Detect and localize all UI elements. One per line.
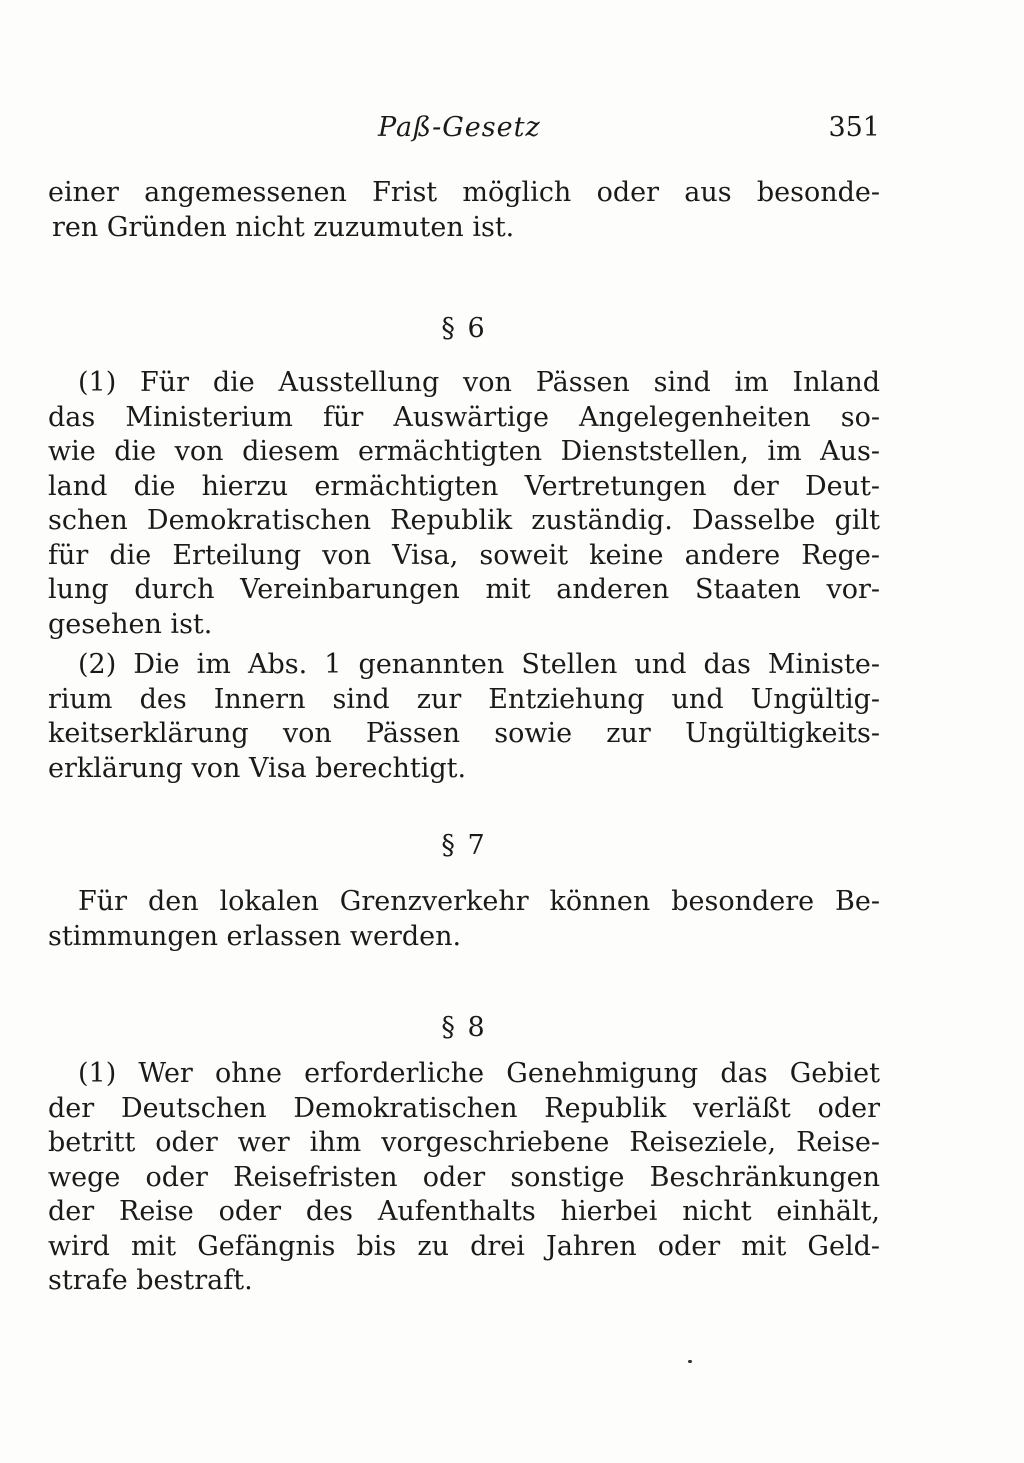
scan-speck	[688, 1360, 692, 1363]
page-header	[48, 112, 880, 152]
text-line: stimmungen erlassen werden.	[48, 920, 462, 952]
text-line: das Ministerium für Auswärtige Angelegenheiten so-	[48, 401, 880, 433]
text-line: keitserklärung von Pässen sowie zur Ungültigkeits-	[48, 718, 880, 749]
text-line: erklärung von Visa berechtigt.	[48, 752, 467, 784]
section-6-paragraph-2	[48, 648, 880, 786]
text-line: der Deutschen Demokratischen Republik verläßt oder	[48, 1092, 880, 1124]
text-line: land die hierzu ermächtigten Vertretungen der Deut-	[48, 470, 880, 502]
continuation-paragraph	[48, 176, 880, 245]
text-line: einer angemessenen Frist möglich oder aus besonde-	[48, 177, 880, 208]
text-line: schen Demokratischen Republik zuständig. Dasselbe gilt	[48, 505, 880, 536]
text-line: (1) Für die Ausstellung von Pässen sind im Inland	[78, 367, 880, 398]
text-line: für die Erteilung von Visa, soweit keine andere Rege-	[48, 539, 880, 571]
text-line: ren Gründen nicht zuzumuten ist.	[52, 211, 515, 243]
section-7-paragraph	[48, 885, 880, 954]
running-title: Paß-Gesetz	[378, 112, 541, 143]
text-line: betritt oder wer ihm vorgeschriebene Reiseziele, Reise-	[48, 1127, 880, 1158]
page-number: 351	[828, 112, 880, 143]
text-line: Für den lokalen Grenzverkehr können besondere Be-	[78, 886, 880, 917]
section-6-paragraph-1	[48, 366, 880, 642]
text-line: (2) Die im Abs. 1 genannten Stellen und das Ministe-	[78, 649, 880, 680]
text-line: rium des Innern sind zur Entziehung und Ungültig-	[48, 683, 880, 715]
section-8-heading: § 8	[441, 1012, 487, 1043]
text-line: der Reise oder des Aufenthalts hierbei nicht einhält,	[48, 1196, 880, 1227]
text-line: wege oder Reisefristen oder sonstige Beschränkungen	[48, 1161, 880, 1193]
text-line: wie die von diesem ermächtigten Dienststellen, im Aus-	[48, 436, 880, 467]
section-7-heading: § 7	[441, 830, 487, 861]
text-line: gesehen ist.	[48, 608, 213, 640]
section-8-paragraph-1	[48, 1057, 880, 1299]
text-line: lung durch Vereinbarungen mit anderen Staaten vor-	[48, 574, 880, 605]
text-line: strafe bestraft.	[48, 1265, 253, 1296]
text-line: (1) Wer ohne erforderliche Genehmigung das Gebiet	[78, 1058, 880, 1089]
text-line: wird mit Gefängnis bis zu drei Jahren oder mit Geld-	[48, 1230, 880, 1262]
section-6-heading: § 6	[441, 313, 487, 344]
